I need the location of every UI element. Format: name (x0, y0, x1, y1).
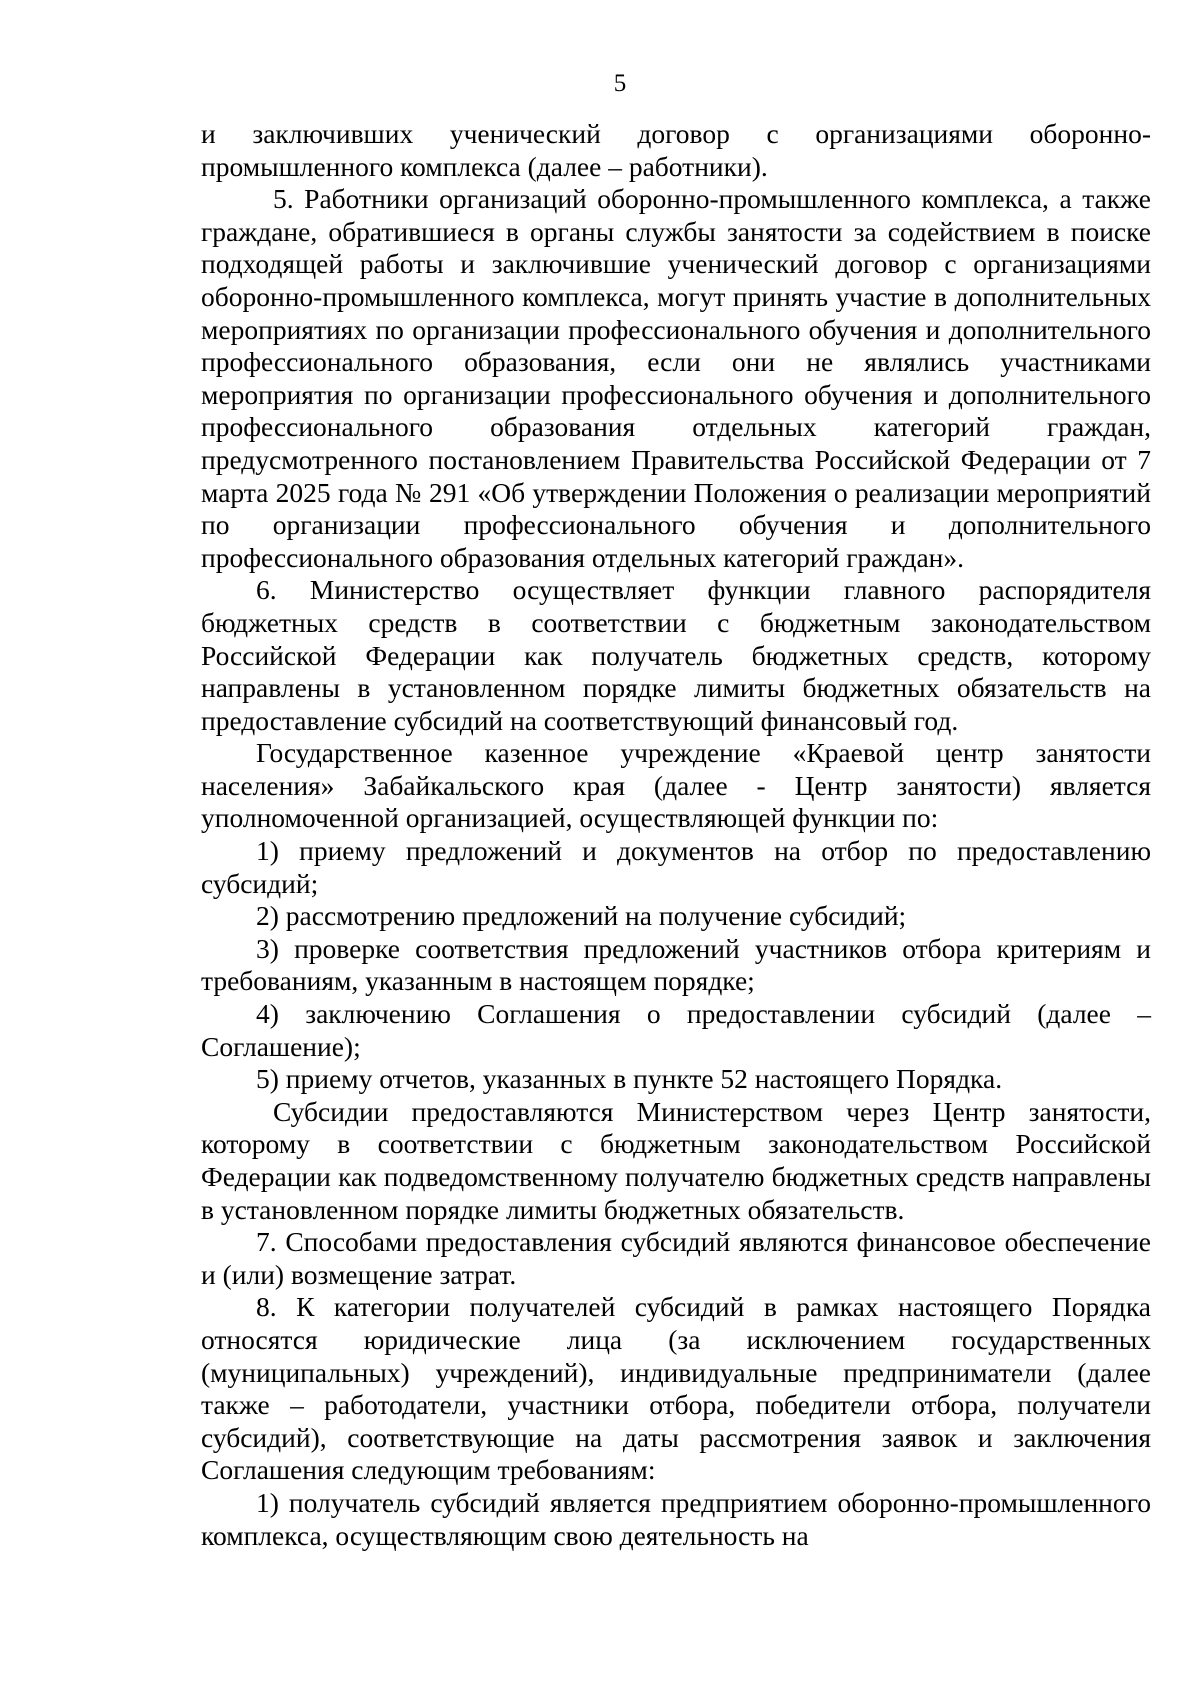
list-item-1: 1) приему предложений и документов на отбор по предоставлению субсидий; (201, 835, 1151, 899)
list-item-4: 4) заключению Соглашения о предоставлении субсидий (далее – Соглашение); (201, 998, 1151, 1062)
paragraph-item-5: 5. Работники организаций оборонно-промышленного комплекса, а также граждане, обратившиеся в органы службы занятости за содействием в поиске подходящей работы и заключившие ученический договор с организациями оборонно-промышленного комплекса, могут принять участие в дополнительных мероприятиях по организации профессионального обучения и дополнительного профессионального образования, если они не являлись участниками мероприятия по организации профессионального обучения и дополнительного профессионального образования отдельных категорий граждан, предусмотренного постановлением Правительства Российской Федерации от 7 марта 2025 года № 291 «Об утверждении Положения о реализации мероприятий по организации профессионального обучения и дополнительного профессионального образования отдельных категорий граждан». (201, 183, 1151, 573)
paragraph-item-7: 7. Способами предоставления субсидий являются финансовое обеспечение и (или) возмещение затрат. (201, 1226, 1151, 1290)
page-number: 5 (613, 70, 627, 97)
requirement-item-1: 1) получатель субсидий является предприятием оборонно-промышленного комплекса, осуществляющим свою деятельность на (201, 1486, 1151, 1551)
list-item-3: 3) проверке соответствия предложений участников отбора критериям и требованиям, указанным в настоящем порядке; (201, 932, 1151, 997)
document-body (201, 118, 1151, 1552)
paragraph-continuation: и заключивших ученический договор с организациями оборонно-промышленного комплекса (далее – работники). (201, 118, 1151, 182)
paragraph-item-8: 8. К категории получателей субсидий в рамках настоящего Порядка относятся юридические лица (за исключением государственных (муниципальных) учреждений), индивидуальные предприниматели (далее также – работодатели, участники отбора, победители отбора, получатели субсидий), соответствующие на даты рассмотрения заявок и заключения Соглашения следующим требованиям: (201, 1291, 1151, 1486)
paragraph-subsidies-via-center: Субсидии предоставляются Министерством через Центр занятости, которому в соответствии с бюджетным законодательством Российской Федерации как подведомственному получателю бюджетных средств направлены в установленном порядке лимиты бюджетных обязательств. (201, 1095, 1151, 1225)
paragraph-item-6: 6. Министерство осуществляет функции главного распорядителя бюджетных средств в соответствии с бюджетным законодательством Российской Федерации как получатель бюджетных средств, которому направлены в установленном порядке лимиты бюджетных обязательств на предоставление субсидий на соответствующий финансовый год. (201, 574, 1151, 736)
list-item-5: 5) приему отчетов, указанных в пункте 52 настоящего Порядка. (256, 1063, 1003, 1095)
list-item-2: 2) рассмотрению предложений на получение субсидий; (256, 900, 907, 932)
paragraph-authorized-org: Государственное казенное учреждение «Краевой центр занятости населения» Забайкальского края (далее - Центр занятости) является уполномоченной организацией, осуществляющей функции по: (201, 737, 1151, 834)
